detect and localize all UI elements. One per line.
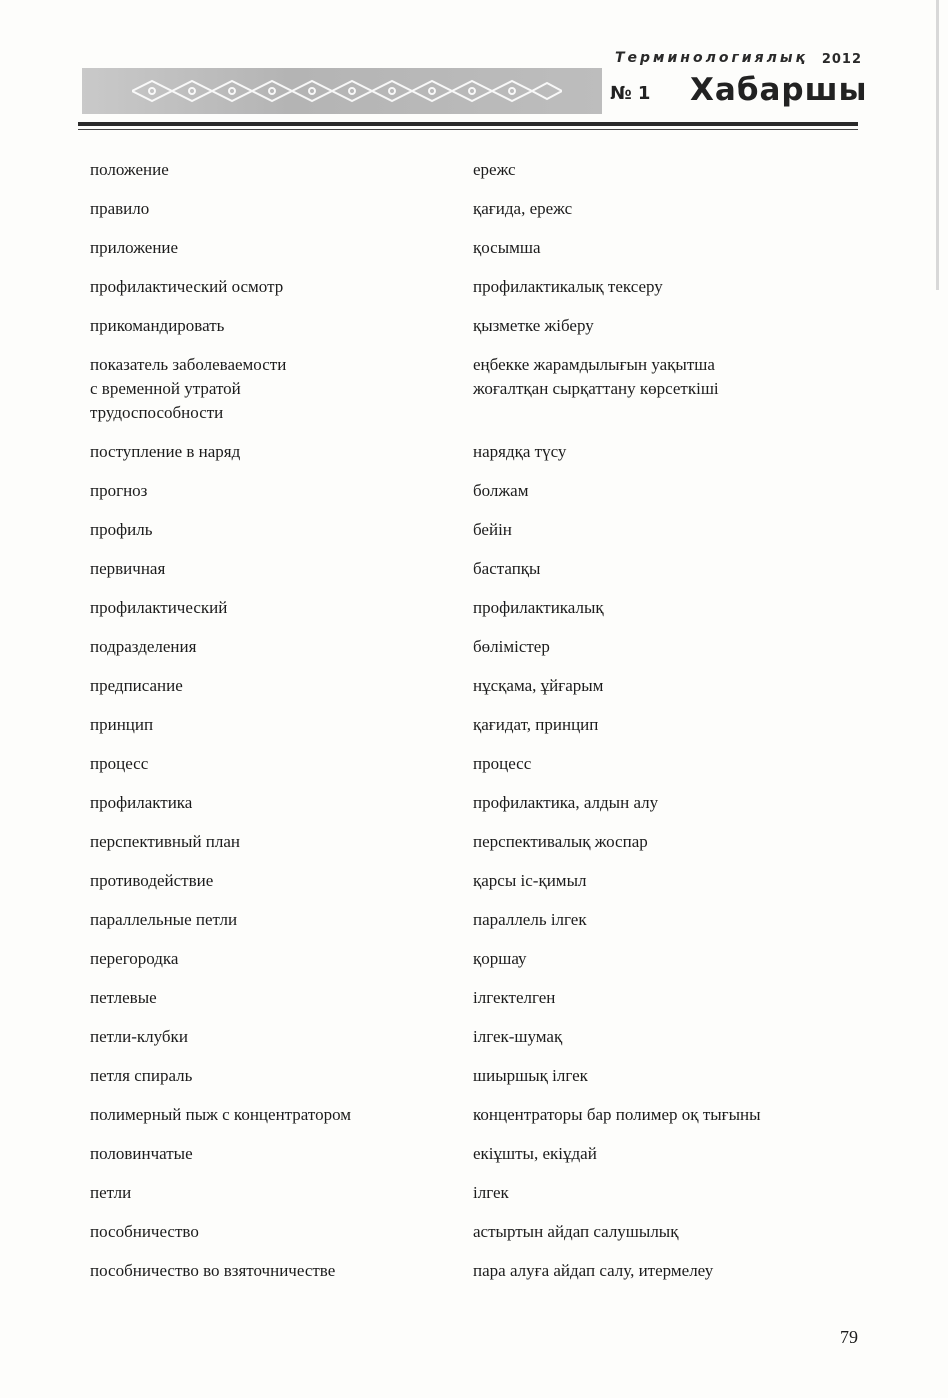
russian-term: профилактика <box>90 793 193 812</box>
kazakh-term: перспективалық жоспар <box>473 832 648 851</box>
glossary-row <box>90 479 850 503</box>
kazakh-term: қосымша <box>473 238 541 257</box>
glossary-row <box>90 1181 850 1205</box>
glossary-row <box>90 1259 850 1283</box>
journal-title: Хабаршы <box>690 72 868 108</box>
glossary-row <box>90 947 850 971</box>
glossary-row <box>90 1220 850 1244</box>
russian-term: профилактический осмотр <box>90 277 284 296</box>
kazakh-term: бастапқы <box>473 559 541 578</box>
kazakh-term: параллель ілгек <box>473 910 587 929</box>
russian-term: профиль <box>90 520 153 539</box>
kazakh-term: процесс <box>473 754 532 773</box>
ornament-pattern-icon <box>132 77 562 105</box>
russian-term: показатель заболеваемости с временной утратой трудоспособности <box>90 355 287 422</box>
russian-term: половинчатые <box>90 1144 193 1163</box>
issue-year: 2012 <box>821 52 862 67</box>
glossary-row <box>90 791 850 815</box>
glossary-row <box>90 908 850 932</box>
russian-term: поступление в наряд <box>90 442 241 461</box>
russian-term: параллельные петли <box>90 910 238 929</box>
russian-term: прогноз <box>90 481 148 500</box>
glossary-row <box>90 518 850 542</box>
glossary-row <box>90 635 850 659</box>
issue-number: № 1 <box>610 83 651 104</box>
russian-term: петли-клубки <box>90 1027 188 1046</box>
kazakh-term: екіұшты, екіұдай <box>473 1144 597 1163</box>
russian-term: положение <box>90 160 169 179</box>
glossary-row <box>90 353 850 425</box>
glossary-row <box>90 314 850 338</box>
glossary-row <box>90 674 850 698</box>
glossary-row <box>90 440 850 464</box>
glossary-row <box>90 275 850 299</box>
kazakh-term: концентраторы бар полимер оқ тығыны <box>473 1105 761 1124</box>
kazakh-term: еңбекке жарамдылығын уақытша жоғалтқан сырқаттану көрсеткіші <box>473 355 719 398</box>
glossary-row <box>90 830 850 854</box>
glossary-row <box>90 197 850 221</box>
russian-term: петлевые <box>90 988 157 1007</box>
kazakh-term: шиыршық ілгек <box>473 1066 588 1085</box>
kazakh-term: профилактика, алдын алу <box>473 793 659 812</box>
kazakh-term: қағида, ережс <box>473 199 573 218</box>
glossary-row <box>90 236 850 260</box>
russian-term: перегородка <box>90 949 179 968</box>
russian-term: противодействие <box>90 871 214 890</box>
russian-term: пособничество во взяточничестве <box>90 1261 336 1280</box>
kazakh-term: астыртын айдап салушылық <box>473 1222 679 1241</box>
russian-term: принцип <box>90 715 154 734</box>
kazakh-term: нарядқа түсу <box>473 442 567 461</box>
russian-term: полимерный пыж с концентратором <box>90 1105 352 1124</box>
journal-header <box>0 0 948 140</box>
russian-term: петли <box>90 1183 132 1202</box>
russian-term: процесс <box>90 754 149 773</box>
page-number: 79 <box>840 1327 858 1347</box>
glossary-row <box>90 869 850 893</box>
russian-term: петля спираль <box>90 1066 193 1085</box>
glossary-row <box>90 986 850 1010</box>
kazakh-term: ережс <box>473 160 516 179</box>
header-rule-thin <box>78 129 858 130</box>
glossary-row <box>90 557 850 581</box>
series-title: Терминологиялық <box>614 50 808 66</box>
glossary-row <box>90 713 850 737</box>
kazakh-term: қарсы іс-қимыл <box>473 871 587 890</box>
glossary-row <box>90 1103 850 1127</box>
kazakh-term: профилактикалық <box>473 598 604 617</box>
kazakh-term: қоршау <box>473 949 527 968</box>
glossary-row <box>90 1142 850 1166</box>
kazakh-term: қызметке жіберу <box>473 316 594 335</box>
header-rule <box>78 122 858 126</box>
kazakh-term: пара алуға айдап салу, итермелеу <box>473 1261 714 1280</box>
russian-term: первичная <box>90 559 166 578</box>
ornament-banner <box>82 68 602 114</box>
kazakh-term: болжам <box>473 481 529 500</box>
glossary-table <box>90 158 850 1298</box>
glossary-row <box>90 752 850 776</box>
kazakh-term: бейін <box>473 520 512 539</box>
kazakh-term: қағидат, принцип <box>473 715 599 734</box>
russian-term: правило <box>90 199 150 218</box>
russian-term: приложение <box>90 238 179 257</box>
russian-term: прикомандировать <box>90 316 225 335</box>
russian-term: перспективный план <box>90 832 241 851</box>
kazakh-term: ілгек-шумақ <box>473 1027 563 1046</box>
kazakh-term: нұсқама, ұйғарым <box>473 676 604 695</box>
kazakh-term: бөлімістер <box>473 637 550 656</box>
kazakh-term: ілгек <box>473 1183 509 1202</box>
glossary-row <box>90 1064 850 1088</box>
kazakh-term: профилактикалық тексеру <box>473 277 663 296</box>
glossary-row <box>90 158 850 182</box>
russian-term: подразделения <box>90 637 197 656</box>
glossary-row <box>90 596 850 620</box>
kazakh-term: ілгектелген <box>473 988 556 1007</box>
scan-edge <box>936 0 939 290</box>
glossary-row <box>90 1025 850 1049</box>
russian-term: пособничество <box>90 1222 199 1241</box>
russian-term: профилактический <box>90 598 228 617</box>
russian-term: предписание <box>90 676 183 695</box>
